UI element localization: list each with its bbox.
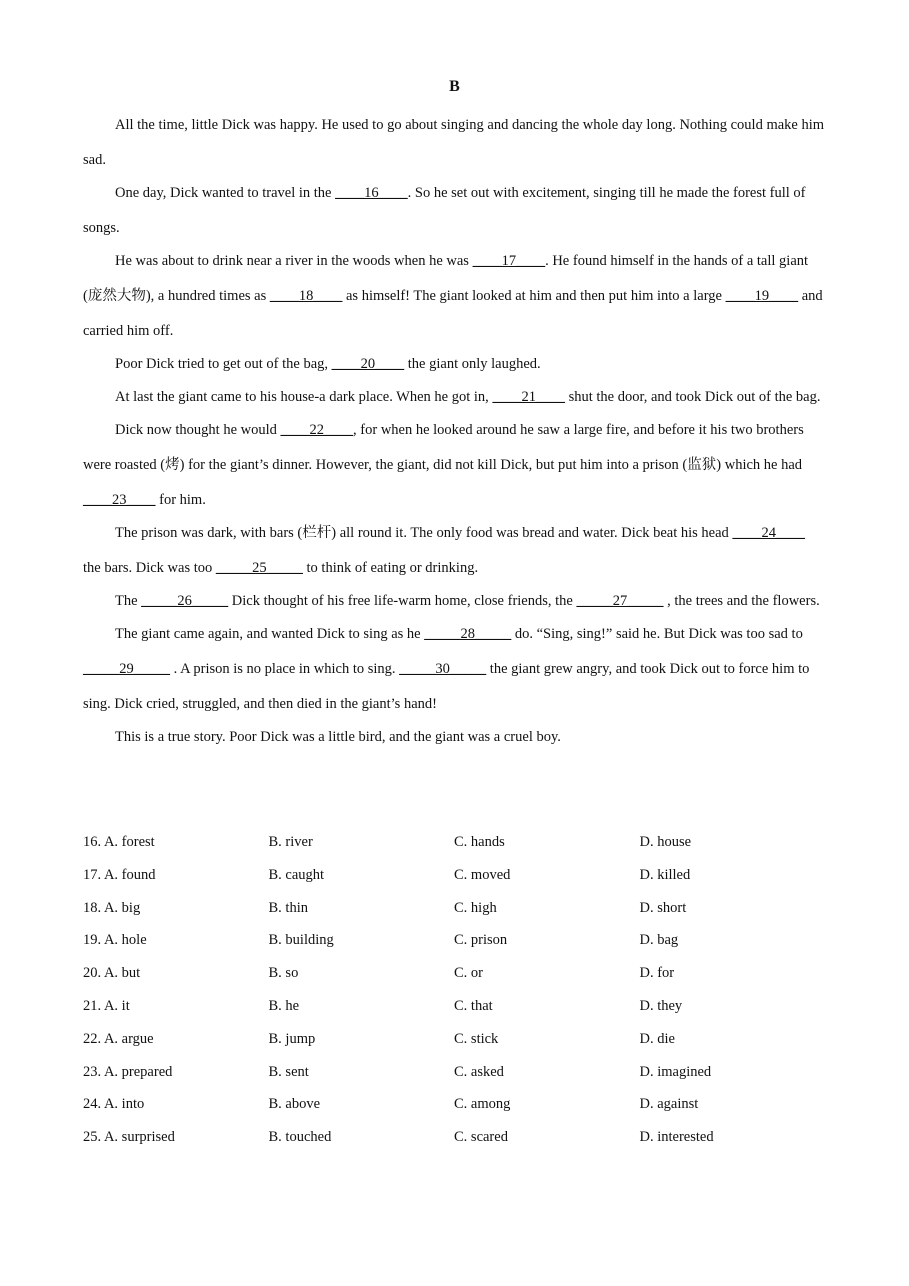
option-a: 24. A. into [83, 1096, 145, 1113]
option-c: C. or [454, 965, 483, 982]
question-21-options [83, 990, 825, 1023]
blank-20: ____20____ [331, 356, 405, 372]
option-c: C. asked [454, 1063, 504, 1080]
option-a: 22. A. argue [83, 1030, 154, 1047]
paragraph-5 [83, 380, 825, 415]
option-a: 25. A. surprised [83, 1129, 175, 1146]
question-25-options [83, 1121, 825, 1154]
option-b: B. so [268, 965, 299, 982]
option-d: D. they [639, 997, 683, 1014]
option-a: 23. A. prepared [83, 1063, 173, 1080]
passage-text: the giant only laughed. [404, 356, 541, 372]
option-b: B. he [268, 997, 300, 1014]
option-a: 17. A. found [83, 866, 156, 883]
option-c: C. stick [454, 1030, 499, 1047]
option-b: B. river [268, 834, 313, 850]
passage-text: shut the door, and took Dick out of the bag. [564, 389, 821, 405]
option-b: B. building [268, 932, 334, 949]
option-a: 16. A. forest [83, 834, 155, 850]
cloze-passage [83, 108, 825, 753]
passage-text: The giant came again, and wanted Dick to sing as he [115, 626, 425, 642]
option-c: C. scared [454, 1129, 508, 1146]
passage-text: At last the giant came to his house-a dark place. When he got in, [115, 389, 493, 405]
paragraph-6 [83, 413, 825, 518]
blank-19: ____19____ [725, 288, 799, 304]
passage-text: as himself! The giant looked at him and then put him into a large [342, 288, 726, 304]
paragraph-1 [83, 108, 825, 178]
question-17-options [83, 859, 825, 892]
blank-24: ____24____ [732, 525, 805, 541]
passage-text: for him. [155, 492, 206, 508]
passage-text: the bars. Dick was too [83, 560, 216, 576]
option-a: 21. A. it [83, 997, 130, 1014]
paragraph-9 [83, 617, 825, 722]
question-19-options [83, 924, 825, 957]
passage-text: , for when he looked around he saw a large fire, and before it his two brothers were roasted (烤) for the giant’s dinner. However, the giant, did not kill Dick, but put him into a prison (监狱) which he had [83, 422, 804, 473]
question-23-options [83, 1056, 825, 1089]
passage-text: Poor Dick tried to get out of the bag, [115, 356, 332, 372]
option-b: B. touched [268, 1129, 332, 1146]
paragraph-2 [83, 176, 825, 246]
passage-text: to think of eating or drinking. [302, 560, 479, 576]
paragraph-4 [83, 347, 825, 382]
passage-text: He was about to drink near a river in the woods when he was [115, 253, 473, 269]
passage-text: . A prison is no place in which to sing. [170, 661, 400, 677]
option-d: D. for [639, 965, 675, 982]
option-b: B. caught [268, 866, 325, 883]
option-d: D. die [639, 1030, 675, 1047]
passage-text: . So he set out with excitement, singing till he made the forest full of songs. [83, 185, 806, 236]
passage-text: the giant grew angry, and took Dick out to force him to sing. Dick cried, struggled, and then died in the giant’s hand! [83, 661, 810, 712]
blank-23: ____23____ [83, 492, 156, 508]
answer-options [83, 826, 825, 1154]
option-d: D. bag [639, 932, 679, 949]
blank-16: ____16____ [335, 185, 408, 201]
option-b: B. jump [268, 1030, 316, 1047]
blank-17: ____17____ [472, 253, 546, 269]
paragraph-8 [83, 584, 825, 619]
option-d: D. imagined [639, 1063, 712, 1080]
paragraph-10 [83, 720, 825, 755]
passage-text: Dick now thought he would [115, 422, 281, 438]
option-d: D. house [639, 834, 692, 850]
option-c: C. high [454, 899, 497, 916]
passage-text: , the trees and the flowers. [663, 593, 820, 609]
option-b: B. above [268, 1096, 321, 1113]
blank-21: ____21____ [492, 389, 565, 405]
passage-text: One day, Dick wanted to travel in the [115, 185, 336, 201]
option-c: C. moved [454, 866, 511, 883]
paragraph-3 [83, 244, 825, 349]
passage-text: . He found himself in the hands of a tall giant (庞然大物), a hundred times as [83, 253, 809, 304]
option-c: C. that [454, 997, 493, 1014]
option-d: D. short [639, 899, 687, 916]
blank-22: ____22____ [280, 422, 354, 438]
blank-29: _____29_____ [83, 661, 170, 677]
blank-30: _____30_____ [399, 661, 487, 677]
passage-text: do. “Sing, sing!” said he. But Dick was too sad to [511, 626, 803, 642]
blank-28: _____28_____ [424, 626, 512, 642]
passage-text: Dick thought of his free life-warm home, close friends, the [228, 593, 577, 609]
option-c: C. among [454, 1096, 511, 1113]
option-d: D. interested [639, 1129, 714, 1146]
option-c: C. prison [454, 932, 508, 949]
option-a: 18. A. big [83, 899, 141, 916]
passage-text: The prison was dark, with bars (栏杆) all round it. The only food was bread and water. Dick beat his head [115, 525, 733, 541]
option-d: D. against [639, 1096, 699, 1113]
passage-text: and carried him off. [83, 288, 823, 339]
blank-25: _____25_____ [215, 560, 303, 576]
passage-text: The [115, 593, 142, 609]
question-20-options [83, 957, 825, 990]
question-24-options [83, 1088, 825, 1121]
passage-text: All the time, little Dick was happy. He used to go about singing and dancing the whole day long. Nothing could make him sad. [83, 117, 825, 168]
question-18-options [83, 892, 825, 925]
blank-27: _____27_____ [576, 593, 664, 609]
blank-26: _____26_____ [141, 593, 229, 609]
option-a: 19. A. hole [83, 932, 147, 949]
option-c: C. hands [454, 834, 505, 850]
question-22-options [83, 1023, 825, 1056]
option-d: D. killed [639, 866, 691, 883]
option-b: B. sent [268, 1063, 309, 1080]
passage-text: This is a true story. Poor Dick was a little bird, and the giant was a cruel boy. [115, 729, 561, 745]
paragraph-7 [83, 516, 825, 586]
blank-18: ____18____ [269, 288, 343, 304]
section-title: B [449, 78, 460, 95]
question-16-options [83, 826, 825, 859]
option-b: B. thin [268, 899, 308, 916]
option-a: 20. A. but [83, 965, 141, 982]
